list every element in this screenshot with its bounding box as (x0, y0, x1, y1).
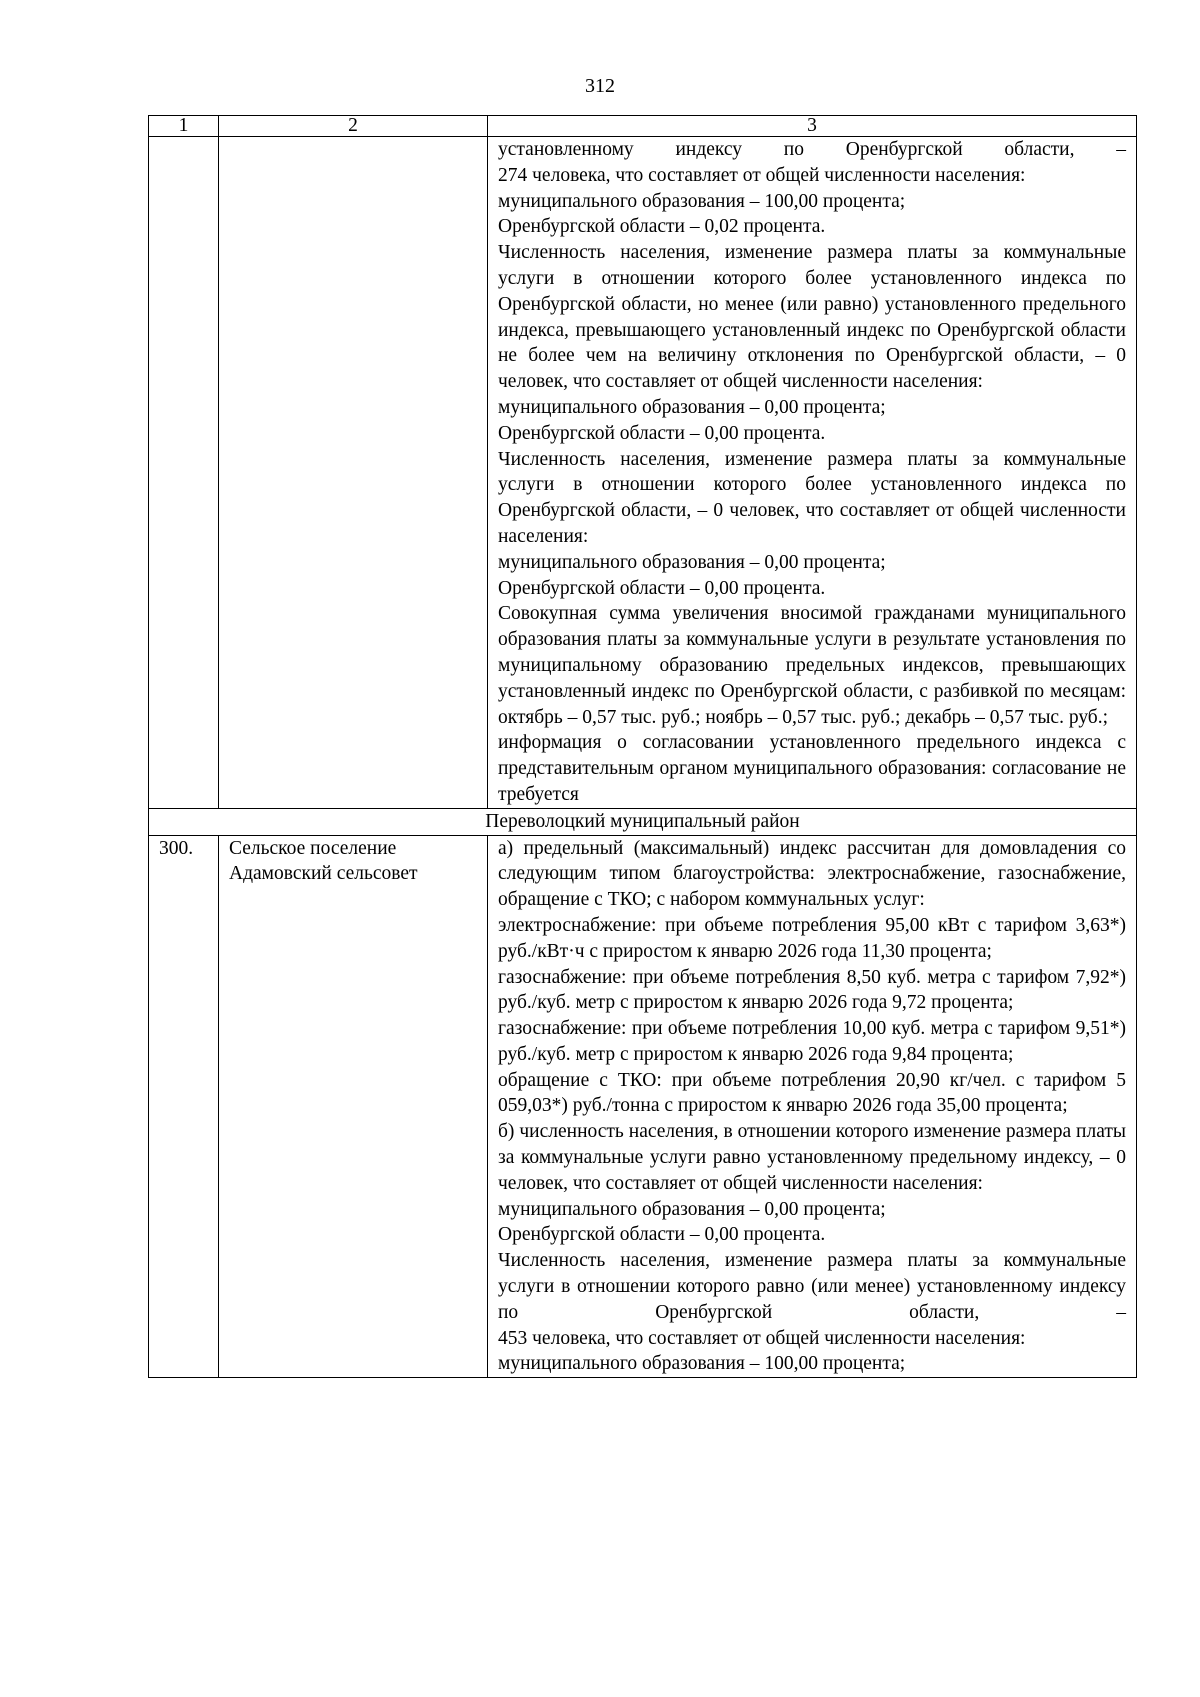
continuation-paragraph: Численность населения, изменение размера платы за коммунальные услуги в отношении которого более установленного индекса по Оренбургской области, – 0 человек, что составляет от общей численности населения: (498, 448, 1126, 547)
continuation-paragraph: Оренбургской области – 0,02 процента. (498, 216, 826, 238)
table-row (149, 835, 1137, 1378)
row-paragraph: 453 человека, что составляет от общей численности населения: (498, 1327, 1026, 1349)
table-header-row (149, 116, 1137, 137)
row-number: 300. (149, 835, 219, 1378)
row-paragraph: муниципального образования – 0,00 процента; (498, 1198, 886, 1220)
continuation-paragraph: установленному индексу по Оренбургской области, – (498, 139, 1126, 160)
continuation-number-cell (149, 137, 219, 809)
continuation-paragraph: Оренбургской области – 0,00 процента. (498, 577, 826, 599)
continuation-name-cell (219, 137, 488, 809)
row-paragraph: газоснабжение: при объеме потребления 10,00 куб. метра с тарифом 9,51*) руб./куб. метр с приростом к январю 2026 года 9,84 процента; (498, 1018, 1126, 1065)
section-row (149, 808, 1137, 835)
row-description-cell (488, 835, 1137, 1378)
header-col-1: 1 (149, 116, 219, 137)
row-paragraph: электроснабжение: при объеме потребления 95,00 кВт с тарифом 3,63*) руб./кВт·ч с приростом к январю 2026 года 11,30 процента; (498, 914, 1126, 962)
row-paragraph: Оренбургской области – 0,00 процента. (498, 1224, 826, 1246)
table-row-continuation (149, 137, 1137, 809)
row-name-cell (219, 835, 488, 1378)
continuation-paragraph: информация о согласовании установленного предельного индекса с представительным органом муниципального образования: согласование не требуется (498, 732, 1126, 805)
header-col-2: 2 (219, 116, 488, 137)
continuation-description-cell (488, 137, 1137, 809)
data-table (148, 115, 1137, 1378)
continuation-paragraph: Оренбургской области – 0,00 процента. (498, 422, 826, 444)
continuation-paragraph: Численность населения, изменение размера платы за коммунальные услуги в отношении которого более установленного индекса по Оренбургской области, но менее (или равно) установленного предельного индекса, превышающего установленный индекс по Оренбургской области не более чем на величину отклонения по Оренбургской области, – 0 человек, что составляет от общей численности населения: (498, 242, 1126, 393)
row-paragraph: а) предельный (максимальный) индекс рассчитан для домовладения со следующим типом благоустройства: электроснабжение, газоснабжение, обращение с ТКО; с набором коммунальных услуг: (498, 837, 1126, 911)
municipality-name: Адамовский сельсовет (229, 863, 418, 885)
row-paragraph: Численность населения, изменение размера платы за коммунальные услуги в отношении которого равно (или менее) установленному индексу по Оренбургской области, – (498, 1250, 1126, 1323)
municipality-type: Сельское поселение (229, 837, 397, 859)
row-paragraph: обращение с ТКО: при объеме потребления 20,90 кг/чел. с тарифом 5 059,03*) руб./тонна с приростом к январю 2026 года 35,00 процента; (498, 1069, 1126, 1117)
continuation-paragraph: 274 человека, что составляет от общей численности населения: (498, 164, 1026, 186)
row-paragraph: б) численность населения, в отношении которого изменение размера платы за коммунальные услуги равно установленному предельному индексу, – 0 человек, что составляет от общей численности населения: (498, 1121, 1126, 1194)
continuation-paragraph: Совокупная сумма увеличения вносимой гражданами муниципального образования платы за коммунальные услуги в результате установления по муниципальному образованию предельных индексов, превышающих установленный индекс по Оренбургской области, с разбивкой по месяцам: октябрь – 0,57 тыс. руб.; ноябрь – 0,57 тыс. руб.; декабрь – 0,57 тыс. руб.; (498, 603, 1126, 728)
row-paragraph: муниципального образования – 100,00 процента; (498, 1353, 906, 1375)
row-paragraph: газоснабжение: при объеме потребления 8,50 куб. метра с тарифом 7,92*) руб./куб. метр с приростом к январю 2026 года 9,72 процента; (498, 966, 1126, 1014)
continuation-paragraph: муниципального образования – 100,00 процента; (498, 190, 906, 212)
continuation-paragraph: муниципального образования – 0,00 процента; (498, 551, 886, 573)
continuation-paragraph: муниципального образования – 0,00 процента; (498, 396, 886, 418)
section-title: Переволоцкий муниципальный район (149, 808, 1137, 835)
header-col-3: 3 (488, 116, 1137, 137)
page-number: 312 (585, 75, 615, 97)
